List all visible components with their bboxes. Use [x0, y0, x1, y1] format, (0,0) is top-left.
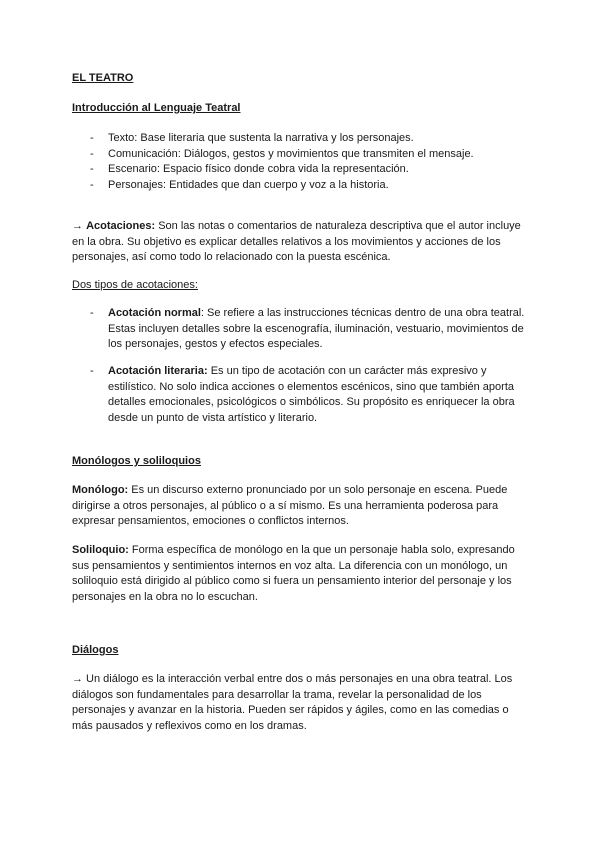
list-item: - Escenario: Espacio físico donde cobra vida la representación. [72, 162, 532, 178]
acotacion-literaria-label: Acotación literaria: [108, 365, 208, 377]
acotacion-normal-text: : Se refiere a las instrucciones técnicas dentro de una obra teatral. Estas incluyen detalles sobre la escenografía, iluminación, vestuario, movimientos de los personajes, gestos y efectos especiales. [108, 307, 525, 350]
monologo-label: Monólogo: [72, 484, 129, 496]
arrow-glyph: → [72, 220, 87, 232]
soliloquio-label: Soliloquio: [72, 544, 129, 556]
list-item [72, 364, 532, 426]
list-item: - Comunicación: Diálogos, gestos y movimientos que transmiten el mensaje. [72, 147, 532, 163]
monologos-heading: Monólogos y soliloquios [72, 455, 201, 467]
document-title: EL TEATRO [72, 72, 134, 84]
acotaciones-label: Acotaciones: [86, 220, 156, 232]
list-item [72, 306, 532, 353]
soliloquio-paragraph [72, 543, 532, 605]
list-item: - Personajes: Entidades que dan cuerpo y voz a la historia. [72, 178, 532, 194]
acotacion-normal-label: Acotación normal [108, 307, 201, 319]
dialogos-paragraph: → Un diálogo es la interacción verbal entre dos o más personajes en una obra teatral. Los diálogos son fundamentales para desarrollar la trama, revelar la personalidad de los personajes y avanzar en la historia. Pueden ser rápidos y ágiles, como en las comedias o más pausados y reflexivos como en los dramas. [72, 673, 513, 732]
acotaciones-paragraph [72, 219, 532, 266]
intro-heading: Introducción al Lenguaje Teatral [72, 102, 241, 114]
tipos-list-1 [72, 306, 532, 353]
tipos-list-2 [72, 364, 532, 426]
acotacion-literaria-text: Es un tipo de acotación con un carácter más expresivo y estilístico. No solo indica acciones o elementos escénicos, sino que también aporta detalles emocionales, psicológicos o simbólicos. Su propósito es enriquecer la obra desde un punto de vista artístico y literario. [108, 365, 515, 424]
acotaciones-text: Son las notas o comentarios de naturaleza descriptiva que el autor incluye en la obra. Su objetivo es explicar detalles relativos a los movimientos y acciones de los personajes, así como todo lo relacionado con la puesta escénica. [72, 220, 521, 263]
elements-list [72, 131, 532, 193]
soliloquio-text: Forma específica de monólogo en la que un personaje habla solo, expresando sus pensamientos y sentimientos internos en voz alta. La diferencia con un monólogo, un soliloquio está dirigido al público como si fuera un pensamiento interior del personaje y los personajes en la obra no lo escuchan. [72, 544, 515, 603]
tipos-heading: Dos tipos de acotaciones: [72, 279, 198, 291]
list-item: - Texto: Base literaria que sustenta la narrativa y los personajes. [72, 131, 532, 147]
monologo-text: Es un discurso externo pronunciado por un solo personaje en escena. Puede dirigirse a otros personajes, al público o a sí mismo. Es una herramienta poderosa para expresar pensamientos, emociones o conflictos internos. [72, 484, 508, 527]
monologo-paragraph [72, 483, 532, 530]
dialogos-heading: Diálogos [72, 644, 119, 656]
